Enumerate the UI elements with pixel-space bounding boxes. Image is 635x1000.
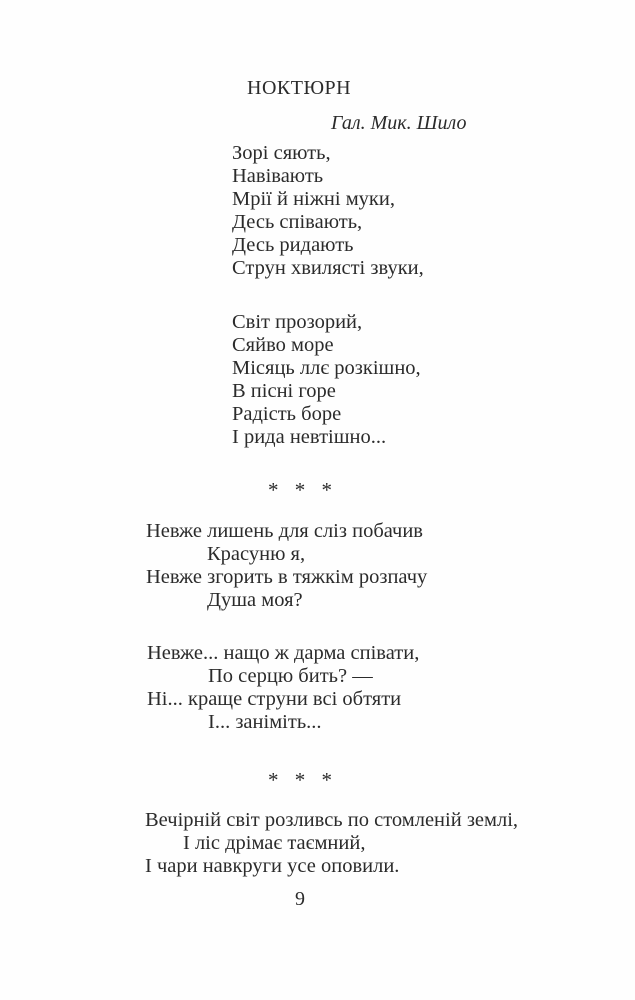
poem-line: Красуню я, [207,543,306,565]
poem-line: Душа моя? [207,589,303,611]
poem-line: Невже лишень для сліз побачив [146,520,423,542]
poem-line: Сяйво море [232,334,334,356]
poem-line: Десь ридають [232,234,354,256]
poem-line: Місяць ллє розкішно, [232,357,421,379]
stanza-separator-stars: * * * [268,478,333,502]
poem-line: В пісні горе [232,380,336,402]
poem-title: НОКТЮРН [247,77,352,99]
poem-line: І ліс дрімає таємний, [183,832,366,854]
poem-line: І чари навкруги усе оповили. [145,855,400,877]
poem-line: Зорі сяють, [232,142,331,164]
poem-attribution: Гал. Мик. Шило [331,112,467,134]
poem-line: По серцю бить? — [208,665,373,687]
poem-line: Світ прозорий, [232,311,363,333]
poem-line: Невже згорить в тяжкім розпачу [146,566,428,588]
stanza-separator-stars: * * * [268,768,333,792]
poem-line: Невже... нащо ж дарма співати, [147,642,420,664]
poem-line: Навівають [232,165,324,187]
stanza-2 [232,311,421,449]
stanza-5 [145,809,518,878]
poem-line: Мрії й ніжні муки, [232,188,395,210]
poem-line: Десь співають, [232,211,363,233]
poem-line: І рида невтішно... [232,426,387,448]
stanza-4 [147,642,419,734]
poem-line: Ні... краще струни всі обтяти [147,688,402,710]
stanza-1 [232,142,424,280]
stanza-3 [146,520,427,612]
poem-line: Струн хвилясті звуки, [232,257,424,279]
page-number: 9 [295,888,305,910]
poem-line: Вечірній світ розливсь по стомленій землі, [145,809,519,831]
poem-line: І... заніміть... [208,711,322,733]
poem-line: Радість боре [232,403,342,425]
